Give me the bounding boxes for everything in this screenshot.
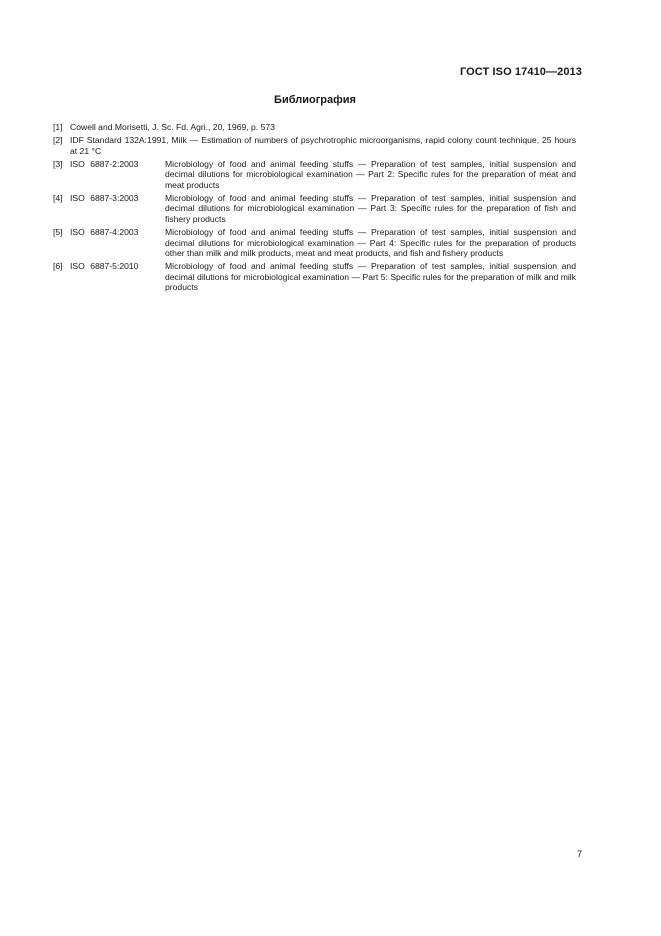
entry-text: IDF Standard 132A:1991, Milk — Estimation of numbers of psychrotrophic microorganisms, rapid colony count technique, 25 hours at 21 °C xyxy=(70,134,576,156)
entry-number: [5] xyxy=(53,226,63,237)
bibliography-entry xyxy=(53,159,576,191)
entry-text: Microbiology of food and animal feeding stuffs — Preparation of test samples, initial suspension and decimal dilutions for microbiological examination — Part 2: Specific rules for the preparation of meat and meat products xyxy=(165,158,576,190)
entry-code: ISO 6887-5:2010 xyxy=(70,261,139,272)
bibliography-entry xyxy=(53,193,576,225)
entry-text: Cowell and Morisetti, J. Sc. Fd. Agri., 20, 1969, p. 573 xyxy=(70,122,275,132)
entry-number: [3] xyxy=(53,158,63,169)
entry-text: Microbiology of food and animal feeding stuffs — Preparation of test samples, initial suspension and decimal dilutions for microbiological examination — Part 4: Specific rules for the preparation of products other than milk and milk products, meat and meat products, and fish and fishery products xyxy=(165,226,576,259)
entry-code: ISO 6887-3:2003 xyxy=(70,192,139,203)
bibliography-title: Библиография xyxy=(274,94,356,106)
page-number: 7 xyxy=(576,849,582,859)
entry-number: [6] xyxy=(53,261,63,272)
bibliography-entry xyxy=(53,135,576,156)
entry-number: [2] xyxy=(53,134,63,145)
bibliography-entry xyxy=(53,227,576,259)
entry-code: ISO 6887-4:2003 xyxy=(70,226,139,237)
entry-number: [1] xyxy=(53,122,63,132)
entry-text: Microbiology of food and animal feeding stuffs — Preparation of test samples, initial suspension and decimal dilutions for microbiological examination — Part 3: Specific rules for the preparation of fish and fishery products xyxy=(165,192,576,224)
bibliography-entry xyxy=(53,261,576,293)
entry-text: Microbiology of food and animal feeding stuffs — Preparation of test samples, initial suspension and decimal dilutions for microbiological examination — Part 5: Specific rules for the preparation of milk and milk products xyxy=(165,261,576,293)
bibliography-list xyxy=(53,122,576,295)
entry-code: ISO 6887-2:2003 xyxy=(70,158,139,169)
bibliography-entry xyxy=(53,122,576,133)
standard-code: ГОСТ ISO 17410—2013 xyxy=(459,66,582,78)
entry-number: [4] xyxy=(53,192,63,203)
